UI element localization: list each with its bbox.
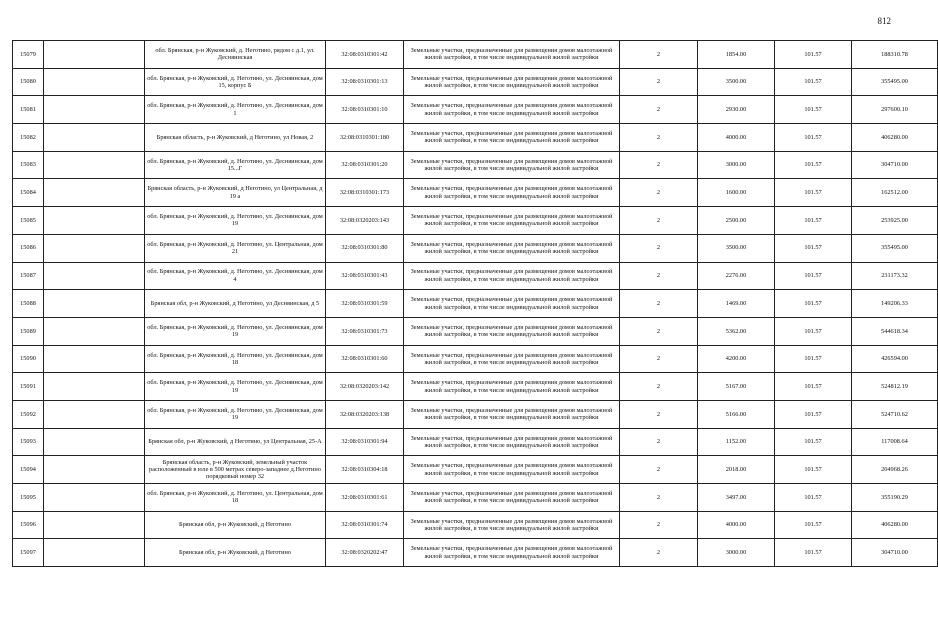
category-cell: 2 (620, 179, 698, 207)
row-number: 15092 (13, 400, 44, 428)
category-cell: 2 (620, 511, 698, 539)
row-number: 15080 (13, 68, 44, 96)
cadastral-value-cell: 406280.00 (852, 124, 938, 152)
cadastral-number-cell: 32:08:0310301:13 (326, 68, 404, 96)
address-cell: обл. Брянская, р-н Жуковский, д. Неготино, ул. Десняинская, дом 19 (145, 373, 326, 401)
table-row (13, 456, 938, 484)
rate-cell: 101.57 (775, 317, 852, 345)
blank-cell (44, 207, 145, 235)
cadastral-number-cell: 32:08:0310301:43 (326, 262, 404, 290)
blank-cell (44, 41, 145, 69)
category-cell: 2 (620, 151, 698, 179)
area-cell: 5166.00 (698, 400, 775, 428)
table-row (13, 234, 938, 262)
row-number: 15088 (13, 290, 44, 318)
address-cell: обл. Брянская, р-н Жуковский, д. Неготино, ул. Десняинская, дом 1 (145, 96, 326, 124)
cadastral-value-cell: 355495.00 (852, 68, 938, 96)
cadastral-value-cell: 162512.00 (852, 179, 938, 207)
cadastral-value-cell: 204968.26 (852, 456, 938, 484)
rate-cell: 101.57 (775, 124, 852, 152)
cadastral-number-cell: 32:08:0320203:142 (326, 373, 404, 401)
land-use-cell: Земельные участки, предназначенные для размещения домов малоэтажной жилой застройки, в том числе индивидуальной жилой застройки (404, 373, 620, 401)
land-use-cell: Земельные участки, предназначенные для размещения домов малоэтажной жилой застройки, в том числе индивидуальной жилой застройки (404, 68, 620, 96)
area-cell: 4000.00 (698, 124, 775, 152)
table-row (13, 262, 938, 290)
cadastral-value-cell: 253925.00 (852, 207, 938, 235)
category-cell: 2 (620, 96, 698, 124)
land-use-cell: Земельные участки, предназначенные для размещения домов малоэтажной жилой застройки, в том числе индивидуальной жилой застройки (404, 96, 620, 124)
cadastral-number-cell: 32:08:0310301:173 (326, 179, 404, 207)
rate-cell: 101.57 (775, 68, 852, 96)
row-number: 15095 (13, 484, 44, 512)
table-row (13, 511, 938, 539)
row-number: 15097 (13, 539, 44, 567)
row-number: 15082 (13, 124, 44, 152)
rate-cell: 101.57 (775, 179, 852, 207)
land-use-cell: Земельные участки, предназначенные для размещения домов малоэтажной жилой застройки, в том числе индивидуальной жилой застройки (404, 539, 620, 567)
area-cell: 1469.00 (698, 290, 775, 318)
address-cell: обл. Брянская, р-н Жуковский, д. Неготино, ул. Десняинская, дом 19 (145, 400, 326, 428)
rate-cell: 101.57 (775, 207, 852, 235)
address-cell: обл. Брянская, р-н Жуковский, д. Неготино, ул. Десняинская, дом 18 (145, 345, 326, 373)
land-use-cell: Земельные участки, предназначенные для размещения домов малоэтажной жилой застройки, в том числе индивидуальной жилой застройки (404, 151, 620, 179)
cadastral-value-cell: 524812.19 (852, 373, 938, 401)
land-use-cell: Земельные участки, предназначенные для размещения домов малоэтажной жилой застройки, в том числе индивидуальной жилой застройки (404, 400, 620, 428)
category-cell: 2 (620, 262, 698, 290)
table-row (13, 484, 938, 512)
area-cell: 3500.00 (698, 234, 775, 262)
land-use-cell: Земельные участки, предназначенные для размещения домов малоэтажной жилой застройки, в том числе индивидуальной жилой застройки (404, 179, 620, 207)
rate-cell: 101.57 (775, 484, 852, 512)
cadastral-value-cell: 149206.33 (852, 290, 938, 318)
land-use-cell: Земельные участки, предназначенные для размещения домов малоэтажной жилой застройки, в том числе индивидуальной жилой застройки (404, 41, 620, 69)
area-cell: 1600.00 (698, 179, 775, 207)
blank-cell (44, 456, 145, 484)
rate-cell: 101.57 (775, 345, 852, 373)
area-cell: 1854.00 (698, 41, 775, 69)
address-cell: обл. Брянская, р-н Жуковский, д. Неготино, ул. Десняинская, дом 15, корпус Б (145, 68, 326, 96)
area-cell: 3497.00 (698, 484, 775, 512)
land-use-cell: Земельные участки, предназначенные для размещения домов малоэтажной жилой застройки, в том числе индивидуальной жилой застройки (404, 511, 620, 539)
table-row (13, 179, 938, 207)
address-cell: обл. Брянская, р-н Жуковский, д. Неготино, ул. Центральная, дом 18 (145, 484, 326, 512)
cadastral-number-cell: 32:08:0310301:42 (326, 41, 404, 69)
area-cell: 3000.00 (698, 151, 775, 179)
cadastral-value-cell: 355190.29 (852, 484, 938, 512)
table-row (13, 151, 938, 179)
cadastral-value-table (12, 40, 938, 567)
cadastral-number-cell: 32:08:0310301:20 (326, 151, 404, 179)
blank-cell (44, 234, 145, 262)
rate-cell: 101.57 (775, 456, 852, 484)
row-number: 15089 (13, 317, 44, 345)
table-row (13, 317, 938, 345)
address-cell: Брянская обл, р-н Жуковский, д Неготино (145, 539, 326, 567)
blank-cell (44, 179, 145, 207)
row-number: 15086 (13, 234, 44, 262)
category-cell: 2 (620, 373, 698, 401)
category-cell: 2 (620, 456, 698, 484)
category-cell: 2 (620, 484, 698, 512)
category-cell: 2 (620, 207, 698, 235)
cadastral-number-cell: 32:08:0310301:180 (326, 124, 404, 152)
land-use-cell: Земельные участки, предназначенные для размещения домов малоэтажной жилой застройки, в том числе индивидуальной жилой застройки (404, 234, 620, 262)
table-row (13, 290, 938, 318)
table-row (13, 96, 938, 124)
area-cell: 4000.00 (698, 511, 775, 539)
cadastral-number-cell: 32:08:0310301:60 (326, 345, 404, 373)
area-cell: 3000.00 (698, 539, 775, 567)
blank-cell (44, 96, 145, 124)
category-cell: 2 (620, 345, 698, 373)
cadastral-number-cell: 32:08:0310301:10 (326, 96, 404, 124)
address-cell: обл. Брянская, р-н Жуковский, д. Неготино, рядом с д.1, ул. Десняинская (145, 41, 326, 69)
rate-cell: 101.57 (775, 290, 852, 318)
address-cell: Брянская обл, р-н Жуковский, д Неготино (145, 511, 326, 539)
blank-cell (44, 151, 145, 179)
area-cell: 5167.00 (698, 373, 775, 401)
rate-cell: 101.57 (775, 41, 852, 69)
cadastral-value-cell: 304710.00 (852, 151, 938, 179)
rate-cell: 101.57 (775, 400, 852, 428)
row-number: 15081 (13, 96, 44, 124)
table-row (13, 68, 938, 96)
address-cell: Брянская область, р-н Жуковский, д Неготино, ул Новая, 2 (145, 124, 326, 152)
table-row (13, 207, 938, 235)
blank-cell (44, 345, 145, 373)
land-use-cell: Земельные участки, предназначенные для размещения домов малоэтажной жилой застройки, в том числе индивидуальной жилой застройки (404, 124, 620, 152)
category-cell: 2 (620, 290, 698, 318)
cadastral-number-cell: 32:08:0310301:74 (326, 511, 404, 539)
area-cell: 2930.00 (698, 96, 775, 124)
cadastral-value-cell: 188310.78 (852, 41, 938, 69)
table-row (13, 345, 938, 373)
land-use-cell: Земельные участки, предназначенные для размещения домов малоэтажной жилой застройки, в том числе индивидуальной жилой застройки (404, 456, 620, 484)
table-row (13, 400, 938, 428)
cadastral-number-cell: 32:08:0310301:80 (326, 234, 404, 262)
cadastral-value-cell: 426594.00 (852, 345, 938, 373)
cadastral-value-cell: 355495.00 (852, 234, 938, 262)
blank-cell (44, 400, 145, 428)
land-use-cell: Земельные участки, предназначенные для размещения домов малоэтажной жилой застройки, в том числе индивидуальной жилой застройки (404, 262, 620, 290)
blank-cell (44, 539, 145, 567)
table-row (13, 539, 938, 567)
rate-cell: 101.57 (775, 262, 852, 290)
cadastral-number-cell: 32:08:0320203:138 (326, 400, 404, 428)
row-number: 15087 (13, 262, 44, 290)
rate-cell: 101.57 (775, 539, 852, 567)
area-cell: 2500.00 (698, 207, 775, 235)
rate-cell: 101.57 (775, 428, 852, 456)
rate-cell: 101.57 (775, 511, 852, 539)
cadastral-number-cell: 32:08:0310301:73 (326, 317, 404, 345)
address-cell: обл. Брянская, р-н Жуковский, д. Неготино, ул. Десняинская, дом 19 (145, 207, 326, 235)
rate-cell: 101.57 (775, 234, 852, 262)
rate-cell: 101.57 (775, 96, 852, 124)
cadastral-number-cell: 32:08:0310301:59 (326, 290, 404, 318)
table-body (13, 41, 938, 567)
row-number: 15085 (13, 207, 44, 235)
area-cell: 4200.00 (698, 345, 775, 373)
category-cell: 2 (620, 317, 698, 345)
area-cell: 3500.00 (698, 68, 775, 96)
cadastral-value-cell: 117008.64 (852, 428, 938, 456)
category-cell: 2 (620, 41, 698, 69)
land-use-cell: Земельные участки, предназначенные для размещения домов малоэтажной жилой застройки, в том числе индивидуальной жилой застройки (404, 484, 620, 512)
rate-cell: 101.57 (775, 373, 852, 401)
address-cell: Брянская область, р-н Жуковский, д Неготино, ул Центральная, д 19 а (145, 179, 326, 207)
address-cell: Брянская обл, р-н Жуковский, д Неготино, ул Центральная, 25-А (145, 428, 326, 456)
row-number: 15090 (13, 345, 44, 373)
category-cell: 2 (620, 234, 698, 262)
category-cell: 2 (620, 124, 698, 152)
area-cell: 2276.00 (698, 262, 775, 290)
blank-cell (44, 428, 145, 456)
blank-cell (44, 68, 145, 96)
land-use-cell: Земельные участки, предназначенные для размещения домов малоэтажной жилой застройки, в том числе индивидуальной жилой застройки (404, 345, 620, 373)
cadastral-value-cell: 304710.00 (852, 539, 938, 567)
land-use-cell: Земельные участки, предназначенные для размещения домов малоэтажной жилой застройки, в том числе индивидуальной жилой застройки (404, 428, 620, 456)
cadastral-value-cell: 231173.32 (852, 262, 938, 290)
page-number: 812 (877, 16, 891, 26)
category-cell: 2 (620, 68, 698, 96)
address-cell: обл. Брянская, р-н Жуковский, д. Неготино, ул. Десняинская, дом 4 (145, 262, 326, 290)
category-cell: 2 (620, 428, 698, 456)
table-row (13, 428, 938, 456)
cadastral-value-cell: 406280.00 (852, 511, 938, 539)
table-row (13, 373, 938, 401)
address-cell: обл. Брянская, р-н Жуковский, д. Неготино, ул. Десняинская, дом 19 (145, 317, 326, 345)
land-use-cell: Земельные участки, предназначенные для размещения домов малоэтажной жилой застройки, в том числе индивидуальной жилой застройки (404, 317, 620, 345)
cadastral-number-cell: 32:08:0310301:61 (326, 484, 404, 512)
blank-cell (44, 262, 145, 290)
blank-cell (44, 290, 145, 318)
land-use-cell: Земельные участки, предназначенные для размещения домов малоэтажной жилой застройки, в том числе индивидуальной жилой застройки (404, 207, 620, 235)
cadastral-number-cell: 32:08:0310304:18 (326, 456, 404, 484)
cadastral-value-cell: 297600.10 (852, 96, 938, 124)
blank-cell (44, 317, 145, 345)
cadastral-number-cell: 32:08:0320202:47 (326, 539, 404, 567)
area-cell: 2018.00 (698, 456, 775, 484)
row-number: 15083 (13, 151, 44, 179)
row-number: 15093 (13, 428, 44, 456)
blank-cell (44, 124, 145, 152)
cadastral-value-cell: 544618.34 (852, 317, 938, 345)
land-use-cell: Земельные участки, предназначенные для размещения домов малоэтажной жилой застройки, в том числе индивидуальной жилой застройки (404, 290, 620, 318)
row-number: 15096 (13, 511, 44, 539)
cadastral-value-cell: 524710.62 (852, 400, 938, 428)
blank-cell (44, 484, 145, 512)
table-row (13, 41, 938, 69)
category-cell: 2 (620, 539, 698, 567)
rate-cell: 101.57 (775, 151, 852, 179)
address-cell: Брянская область, р-н Жуковский, земельный участок расположенный в юле в 500 метрах северо-западнее д.Неготино порядковый номер 32 (145, 456, 326, 484)
area-cell: 5362.00 (698, 317, 775, 345)
row-number: 15091 (13, 373, 44, 401)
cadastral-number-cell: 32:08:0310301:94 (326, 428, 404, 456)
blank-cell (44, 511, 145, 539)
row-number: 15084 (13, 179, 44, 207)
row-number: 15079 (13, 41, 44, 69)
blank-cell (44, 373, 145, 401)
cadastral-number-cell: 32:08:0320203:143 (326, 207, 404, 235)
row-number: 15094 (13, 456, 44, 484)
address-cell: обл. Брянская, р-н Жуковский, д. Неготино, ул. Центральная, дом 21 (145, 234, 326, 262)
address-cell: обл. Брянская, р-н Жуковский, д. Неготино, ул. Десняинская, дом 15...Г (145, 151, 326, 179)
category-cell: 2 (620, 400, 698, 428)
area-cell: 1152.00 (698, 428, 775, 456)
table-row (13, 124, 938, 152)
address-cell: Брянская обл, р-н Жуковский, д Неготино, ул Десняинская, д 5 (145, 290, 326, 318)
